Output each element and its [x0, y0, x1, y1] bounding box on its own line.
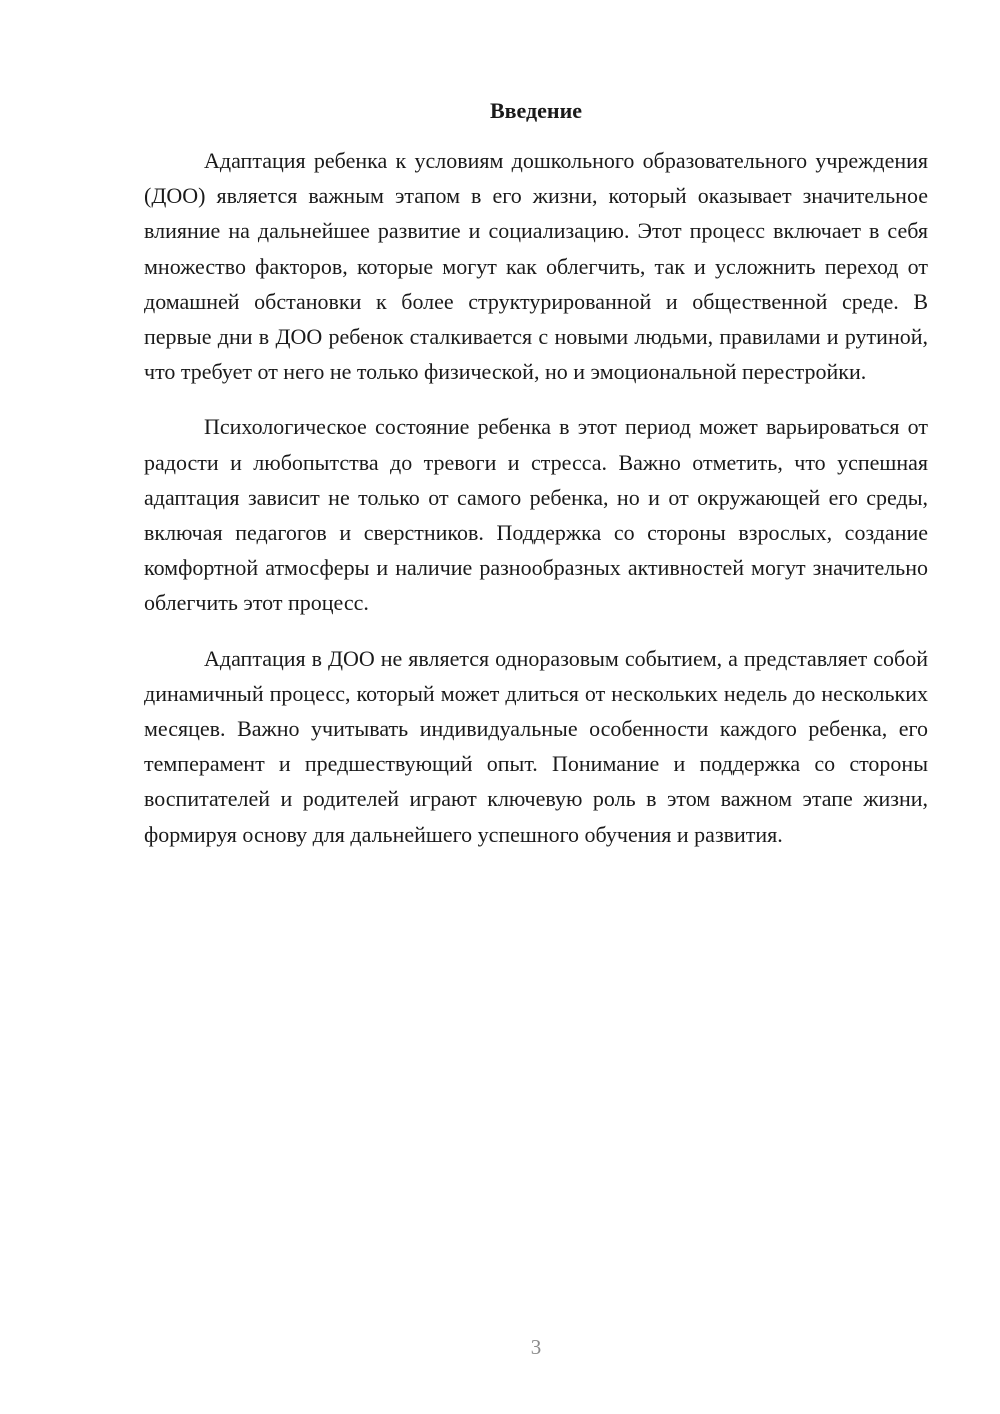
body-text: [144, 143, 928, 872]
paragraph-2: Психологическое состояние ребенка в этот период может варьироваться от радости и любопытства до тревоги и стресса. Важно отметить, что успешная адаптация зависит не только от самого ребенка, но и от окружающей его среды, включая педагогов и сверстников. Поддержка со стороны взрослых, создание комфортной атмосферы и наличие разнообразных активностей могут значительно облегчить этот процесс.: [144, 414, 928, 616]
paragraph-3: Адаптация в ДОО не является одноразовым событием, а представляет собой динамичный процесс, который может длиться от нескольких недель до нескольких месяцев. Важно учитывать индивидуальные особенности каждого ребенка, его темперамент и предшествующий опыт. Понимание и поддержка со стороны воспитателей и родителей играют ключевую роль в этом важном этапе жизни, формируя основу для дальнейшего успешного обучения и развития.: [144, 645, 928, 847]
page-number: 3: [530, 1335, 542, 1359]
paragraph-1: Адаптация ребенка к условиям дошкольного образовательного учреждения (ДОО) является важным этапом в его жизни, который оказывает значительное влияние на дальнейшее развитие и социализацию. Этот процесс включает в себя множество факторов, которые могут как облегчить, так и усложнить переход от домашней обстановки к более структурированной и общественной среде. В первые дни в ДОО ребенок сталкивается с новыми людьми, правилами и рутиной, что требует от него не только физической, но и эмоциональной перестройки.: [144, 148, 928, 385]
section-title: Введение: [489, 98, 583, 123]
